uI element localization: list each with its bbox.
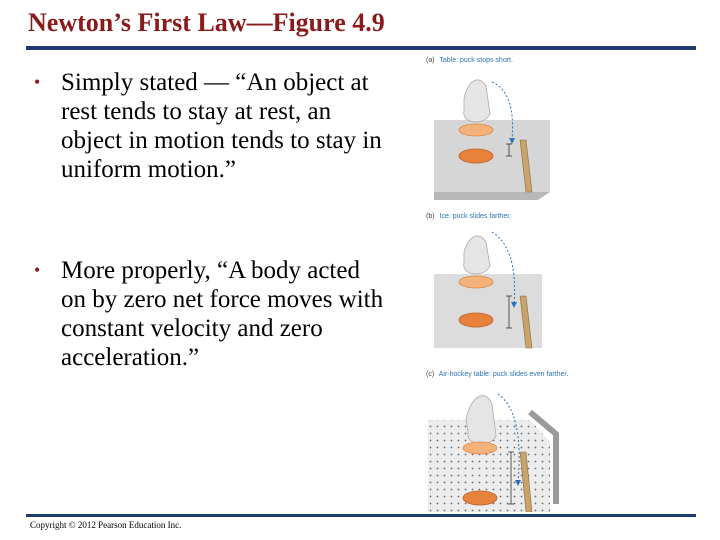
puck-start-icon (459, 124, 493, 136)
bullet-dot-icon: • (34, 72, 41, 92)
panel-b-label-text: (b) Ice: puck slides farther. (426, 213, 512, 220)
panel-b-ice (426, 213, 542, 348)
hand-icon (466, 396, 496, 444)
panel-a-label-text: (a) Table: puck stops short. (426, 57, 513, 64)
puck-end-icon (463, 491, 497, 505)
puck-end-icon (459, 313, 493, 327)
hand-icon (464, 236, 490, 274)
bullet-text-1: Simply stated — “An object at rest tends to stay at rest, an object in motion tends to stay in uniform motion.” (61, 69, 382, 183)
slide-title: Newton’s First Law—Figure 4.9 (28, 8, 385, 37)
title-divider (26, 46, 696, 50)
puck-start-icon (463, 442, 497, 454)
puck-start-icon (459, 276, 493, 288)
panel-c-air-hockey (426, 371, 568, 512)
footer-divider (26, 514, 696, 517)
panel-a-table (426, 57, 550, 200)
figure-4-9 (420, 52, 610, 512)
bullet-text-2: More properly, “A body acted on by zero net force moves with constant velocity and zero acceleration.” (61, 257, 384, 371)
panel-c-label-text: (c) Air-hockey table: puck slides even farther. (426, 371, 569, 378)
puck-end-icon (459, 149, 493, 163)
hand-icon (464, 80, 490, 122)
bullet-dot-icon: • (34, 260, 41, 280)
table-edge (434, 192, 550, 200)
copyright-text: Copyright © 2012 Pearson Education Inc. (30, 520, 182, 530)
